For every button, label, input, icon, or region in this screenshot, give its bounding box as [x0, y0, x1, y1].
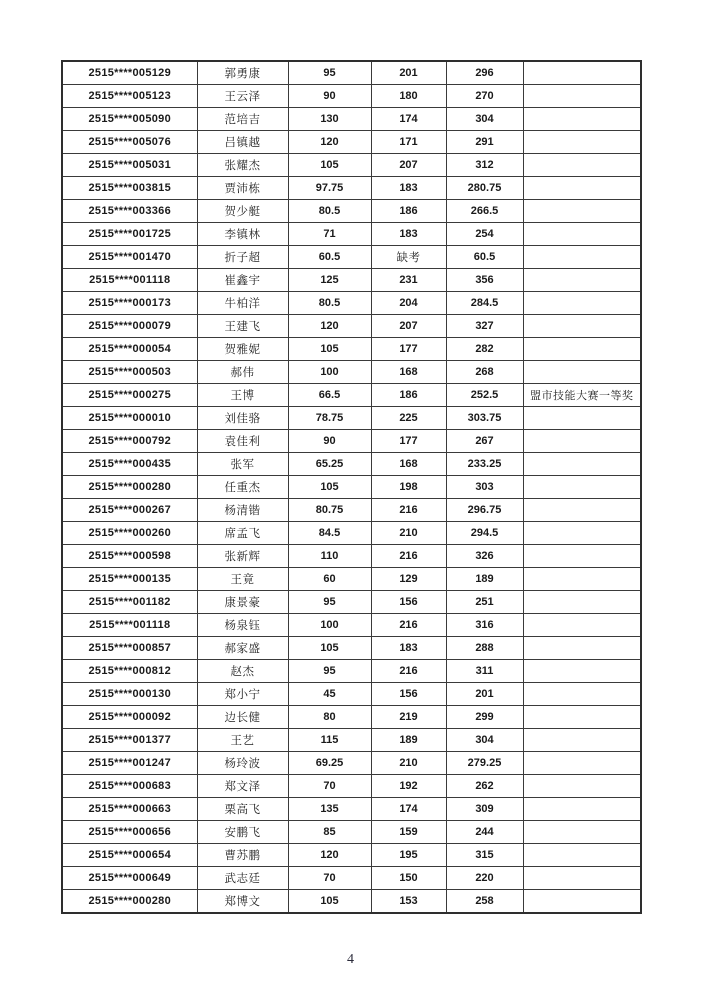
page-number: 4	[347, 952, 354, 967]
table-row	[62, 292, 641, 315]
name-cell: 贺雅妮	[197, 338, 288, 361]
name-cell: 牛柏洋	[197, 292, 288, 315]
name-cell: 郑小宁	[197, 683, 288, 706]
score1-cell: 80.75	[288, 499, 371, 522]
score1-cell: 70	[288, 775, 371, 798]
total-cell: 233.25	[446, 453, 523, 476]
total-cell: 280.75	[446, 177, 523, 200]
total-cell: 303.75	[446, 407, 523, 430]
total-cell: 294.5	[446, 522, 523, 545]
remark-cell	[523, 545, 641, 568]
total-cell: 312	[446, 154, 523, 177]
score2-cell: 195	[371, 844, 446, 867]
page-footer	[61, 950, 640, 968]
name-cell: 刘佳骆	[197, 407, 288, 430]
name-cell: 杨泉钰	[197, 614, 288, 637]
candidate-id-cell: 2515****000280	[62, 890, 197, 914]
score1-cell: 65.25	[288, 453, 371, 476]
score2-cell: 177	[371, 338, 446, 361]
remark-cell	[523, 752, 641, 775]
score1-cell: 105	[288, 890, 371, 914]
table-row	[62, 476, 641, 499]
candidate-id-cell: 2515****001247	[62, 752, 197, 775]
remark-cell	[523, 706, 641, 729]
score1-cell: 120	[288, 315, 371, 338]
table-row	[62, 200, 641, 223]
remark-cell	[523, 453, 641, 476]
candidate-id-cell: 2515****000598	[62, 545, 197, 568]
remark-cell	[523, 108, 641, 131]
score-table-body	[62, 61, 641, 913]
total-cell: 60.5	[446, 246, 523, 269]
score2-cell: 192	[371, 775, 446, 798]
remark-cell	[523, 361, 641, 384]
remark-cell	[523, 177, 641, 200]
name-cell: 张耀杰	[197, 154, 288, 177]
score2-cell: 156	[371, 591, 446, 614]
candidate-id-cell: 2515****000649	[62, 867, 197, 890]
score1-cell: 95	[288, 61, 371, 85]
score2-cell: 186	[371, 384, 446, 407]
score2-cell: 210	[371, 752, 446, 775]
score1-cell: 70	[288, 867, 371, 890]
score1-cell: 78.75	[288, 407, 371, 430]
name-cell: 安鹏飞	[197, 821, 288, 844]
total-cell: 299	[446, 706, 523, 729]
score1-cell: 85	[288, 821, 371, 844]
name-cell: 张新辉	[197, 545, 288, 568]
name-cell: 赵杰	[197, 660, 288, 683]
total-cell: 296.75	[446, 499, 523, 522]
total-cell: 282	[446, 338, 523, 361]
remark-cell	[523, 660, 641, 683]
table-row	[62, 706, 641, 729]
name-cell: 王竟	[197, 568, 288, 591]
remark-cell	[523, 61, 641, 85]
remark-cell	[523, 729, 641, 752]
total-cell: 251	[446, 591, 523, 614]
score2-cell: 207	[371, 315, 446, 338]
total-cell: 189	[446, 568, 523, 591]
total-cell: 244	[446, 821, 523, 844]
total-cell: 284.5	[446, 292, 523, 315]
table-row	[62, 752, 641, 775]
score2-cell: 156	[371, 683, 446, 706]
score2-cell: 207	[371, 154, 446, 177]
score1-cell: 105	[288, 476, 371, 499]
total-cell: 279.25	[446, 752, 523, 775]
score2-cell: 183	[371, 637, 446, 660]
remark-cell	[523, 269, 641, 292]
total-cell: 252.5	[446, 384, 523, 407]
total-cell: 288	[446, 637, 523, 660]
remark-cell	[523, 200, 641, 223]
candidate-id-cell: 2515****001118	[62, 269, 197, 292]
candidate-id-cell: 2515****000054	[62, 338, 197, 361]
remark-cell	[523, 499, 641, 522]
candidate-id-cell: 2515****003366	[62, 200, 197, 223]
remark-cell	[523, 154, 641, 177]
table-row	[62, 637, 641, 660]
total-cell: 326	[446, 545, 523, 568]
remark-cell	[523, 246, 641, 269]
name-cell: 康景豪	[197, 591, 288, 614]
score1-cell: 80	[288, 706, 371, 729]
candidate-id-cell: 2515****001377	[62, 729, 197, 752]
score1-cell: 125	[288, 269, 371, 292]
total-cell: 296	[446, 61, 523, 85]
candidate-id-cell: 2515****000663	[62, 798, 197, 821]
table-row	[62, 315, 641, 338]
table-row	[62, 545, 641, 568]
name-cell: 吕镇越	[197, 131, 288, 154]
score1-cell: 45	[288, 683, 371, 706]
table-row	[62, 844, 641, 867]
candidate-id-cell: 2515****000275	[62, 384, 197, 407]
table-row	[62, 499, 641, 522]
candidate-id-cell: 2515****000503	[62, 361, 197, 384]
score2-cell: 174	[371, 798, 446, 821]
remark-cell	[523, 85, 641, 108]
remark-cell	[523, 338, 641, 361]
remark-cell	[523, 775, 641, 798]
total-cell: 258	[446, 890, 523, 914]
score2-cell: 216	[371, 499, 446, 522]
score2-cell: 168	[371, 453, 446, 476]
score2-cell: 177	[371, 430, 446, 453]
total-cell: 327	[446, 315, 523, 338]
total-cell: 254	[446, 223, 523, 246]
remark-cell: 盟市技能大赛一等奖	[523, 384, 641, 407]
table-row	[62, 407, 641, 430]
candidate-id-cell: 2515****000654	[62, 844, 197, 867]
remark-cell	[523, 591, 641, 614]
total-cell: 270	[446, 85, 523, 108]
name-cell: 王云泽	[197, 85, 288, 108]
table-row	[62, 614, 641, 637]
total-cell: 315	[446, 844, 523, 867]
name-cell: 范培吉	[197, 108, 288, 131]
table-row	[62, 85, 641, 108]
score1-cell: 66.5	[288, 384, 371, 407]
table-row	[62, 361, 641, 384]
name-cell: 任重杰	[197, 476, 288, 499]
score2-cell: 204	[371, 292, 446, 315]
total-cell: 304	[446, 729, 523, 752]
candidate-id-cell: 2515****000173	[62, 292, 197, 315]
score1-cell: 100	[288, 614, 371, 637]
score1-cell: 115	[288, 729, 371, 752]
score1-cell: 84.5	[288, 522, 371, 545]
score1-cell: 130	[288, 108, 371, 131]
candidate-id-cell: 2515****000079	[62, 315, 197, 338]
candidate-id-cell: 2515****001470	[62, 246, 197, 269]
candidate-id-cell: 2515****005090	[62, 108, 197, 131]
name-cell: 杨玲波	[197, 752, 288, 775]
candidate-id-cell: 2515****000656	[62, 821, 197, 844]
candidate-id-cell: 2515****000792	[62, 430, 197, 453]
name-cell: 王博	[197, 384, 288, 407]
score2-cell: 174	[371, 108, 446, 131]
candidate-id-cell: 2515****005076	[62, 131, 197, 154]
remark-cell	[523, 568, 641, 591]
name-cell: 贾沛栋	[197, 177, 288, 200]
remark-cell	[523, 798, 641, 821]
table-row	[62, 338, 641, 361]
candidate-id-cell: 2515****005031	[62, 154, 197, 177]
score2-cell: 186	[371, 200, 446, 223]
name-cell: 曹苏鹏	[197, 844, 288, 867]
name-cell: 折子超	[197, 246, 288, 269]
name-cell: 郑文泽	[197, 775, 288, 798]
remark-cell	[523, 292, 641, 315]
score2-cell: 183	[371, 223, 446, 246]
score1-cell: 135	[288, 798, 371, 821]
candidate-id-cell: 2515****000267	[62, 499, 197, 522]
name-cell: 边长健	[197, 706, 288, 729]
name-cell: 郭勇康	[197, 61, 288, 85]
name-cell: 席孟飞	[197, 522, 288, 545]
score1-cell: 90	[288, 430, 371, 453]
score-table	[61, 60, 642, 914]
table-row	[62, 269, 641, 292]
score1-cell: 120	[288, 131, 371, 154]
candidate-id-cell: 2515****000683	[62, 775, 197, 798]
score2-cell: 150	[371, 867, 446, 890]
score2-cell: 198	[371, 476, 446, 499]
total-cell: 356	[446, 269, 523, 292]
name-cell: 郝家盛	[197, 637, 288, 660]
score1-cell: 69.25	[288, 752, 371, 775]
candidate-id-cell: 2515****001725	[62, 223, 197, 246]
score2-cell: 201	[371, 61, 446, 85]
score1-cell: 95	[288, 591, 371, 614]
total-cell: 303	[446, 476, 523, 499]
total-cell: 304	[446, 108, 523, 131]
remark-cell	[523, 614, 641, 637]
remark-cell	[523, 821, 641, 844]
name-cell: 贺少艇	[197, 200, 288, 223]
score2-cell: 129	[371, 568, 446, 591]
score2-cell: 159	[371, 821, 446, 844]
table-row	[62, 61, 641, 85]
score1-cell: 90	[288, 85, 371, 108]
table-row	[62, 384, 641, 407]
table-row	[62, 131, 641, 154]
name-cell: 张军	[197, 453, 288, 476]
remark-cell	[523, 683, 641, 706]
table-row	[62, 177, 641, 200]
name-cell: 李镇林	[197, 223, 288, 246]
table-row	[62, 108, 641, 131]
total-cell: 311	[446, 660, 523, 683]
candidate-id-cell: 2515****000092	[62, 706, 197, 729]
name-cell: 郝伟	[197, 361, 288, 384]
candidate-id-cell: 2515****000010	[62, 407, 197, 430]
score2-cell: 180	[371, 85, 446, 108]
remark-cell	[523, 223, 641, 246]
remark-cell	[523, 522, 641, 545]
table-row	[62, 729, 641, 752]
table-row	[62, 775, 641, 798]
table-row	[62, 591, 641, 614]
table-row	[62, 430, 641, 453]
candidate-id-cell: 2515****001182	[62, 591, 197, 614]
score2-cell: 216	[371, 660, 446, 683]
score1-cell: 80.5	[288, 292, 371, 315]
score2-cell: 231	[371, 269, 446, 292]
score2-cell: 153	[371, 890, 446, 914]
total-cell: 268	[446, 361, 523, 384]
candidate-id-cell: 2515****000435	[62, 453, 197, 476]
name-cell: 栗高飞	[197, 798, 288, 821]
candidate-id-cell: 2515****000857	[62, 637, 197, 660]
name-cell: 郑博文	[197, 890, 288, 914]
score1-cell: 110	[288, 545, 371, 568]
total-cell: 309	[446, 798, 523, 821]
candidate-id-cell: 2515****005123	[62, 85, 197, 108]
score2-cell: 缺考	[371, 246, 446, 269]
table-row	[62, 660, 641, 683]
candidate-id-cell: 2515****003815	[62, 177, 197, 200]
table-row	[62, 798, 641, 821]
name-cell: 王建飞	[197, 315, 288, 338]
candidate-id-cell: 2515****005129	[62, 61, 197, 85]
total-cell: 220	[446, 867, 523, 890]
candidate-id-cell: 2515****000260	[62, 522, 197, 545]
name-cell: 王艺	[197, 729, 288, 752]
table-row	[62, 453, 641, 476]
table-row	[62, 246, 641, 269]
total-cell: 201	[446, 683, 523, 706]
score1-cell: 60.5	[288, 246, 371, 269]
remark-cell	[523, 407, 641, 430]
score1-cell: 100	[288, 361, 371, 384]
score2-cell: 171	[371, 131, 446, 154]
table-row	[62, 867, 641, 890]
score2-cell: 168	[371, 361, 446, 384]
score1-cell: 60	[288, 568, 371, 591]
score2-cell: 216	[371, 614, 446, 637]
table-row	[62, 154, 641, 177]
table-row	[62, 223, 641, 246]
name-cell: 崔鑫宇	[197, 269, 288, 292]
remark-cell	[523, 890, 641, 914]
score2-cell: 183	[371, 177, 446, 200]
total-cell: 262	[446, 775, 523, 798]
total-cell: 267	[446, 430, 523, 453]
score1-cell: 80.5	[288, 200, 371, 223]
total-cell: 266.5	[446, 200, 523, 223]
name-cell: 杨清锴	[197, 499, 288, 522]
score1-cell: 105	[288, 338, 371, 361]
score1-cell: 105	[288, 154, 371, 177]
score1-cell: 95	[288, 660, 371, 683]
score1-cell: 120	[288, 844, 371, 867]
remark-cell	[523, 637, 641, 660]
remark-cell	[523, 867, 641, 890]
score1-cell: 97.75	[288, 177, 371, 200]
remark-cell	[523, 844, 641, 867]
candidate-id-cell: 2515****000130	[62, 683, 197, 706]
remark-cell	[523, 430, 641, 453]
score2-cell: 210	[371, 522, 446, 545]
remark-cell	[523, 131, 641, 154]
table-row	[62, 890, 641, 914]
table-row	[62, 568, 641, 591]
score2-cell: 189	[371, 729, 446, 752]
candidate-id-cell: 2515****000135	[62, 568, 197, 591]
name-cell: 武志廷	[197, 867, 288, 890]
name-cell: 袁佳利	[197, 430, 288, 453]
candidate-id-cell: 2515****000280	[62, 476, 197, 499]
score2-cell: 219	[371, 706, 446, 729]
score1-cell: 71	[288, 223, 371, 246]
score1-cell: 105	[288, 637, 371, 660]
table-row	[62, 821, 641, 844]
total-cell: 291	[446, 131, 523, 154]
remark-cell	[523, 315, 641, 338]
candidate-id-cell: 2515****001118	[62, 614, 197, 637]
remark-cell	[523, 476, 641, 499]
table-row	[62, 683, 641, 706]
score2-cell: 216	[371, 545, 446, 568]
table-row	[62, 522, 641, 545]
total-cell: 316	[446, 614, 523, 637]
candidate-id-cell: 2515****000812	[62, 660, 197, 683]
score2-cell: 225	[371, 407, 446, 430]
